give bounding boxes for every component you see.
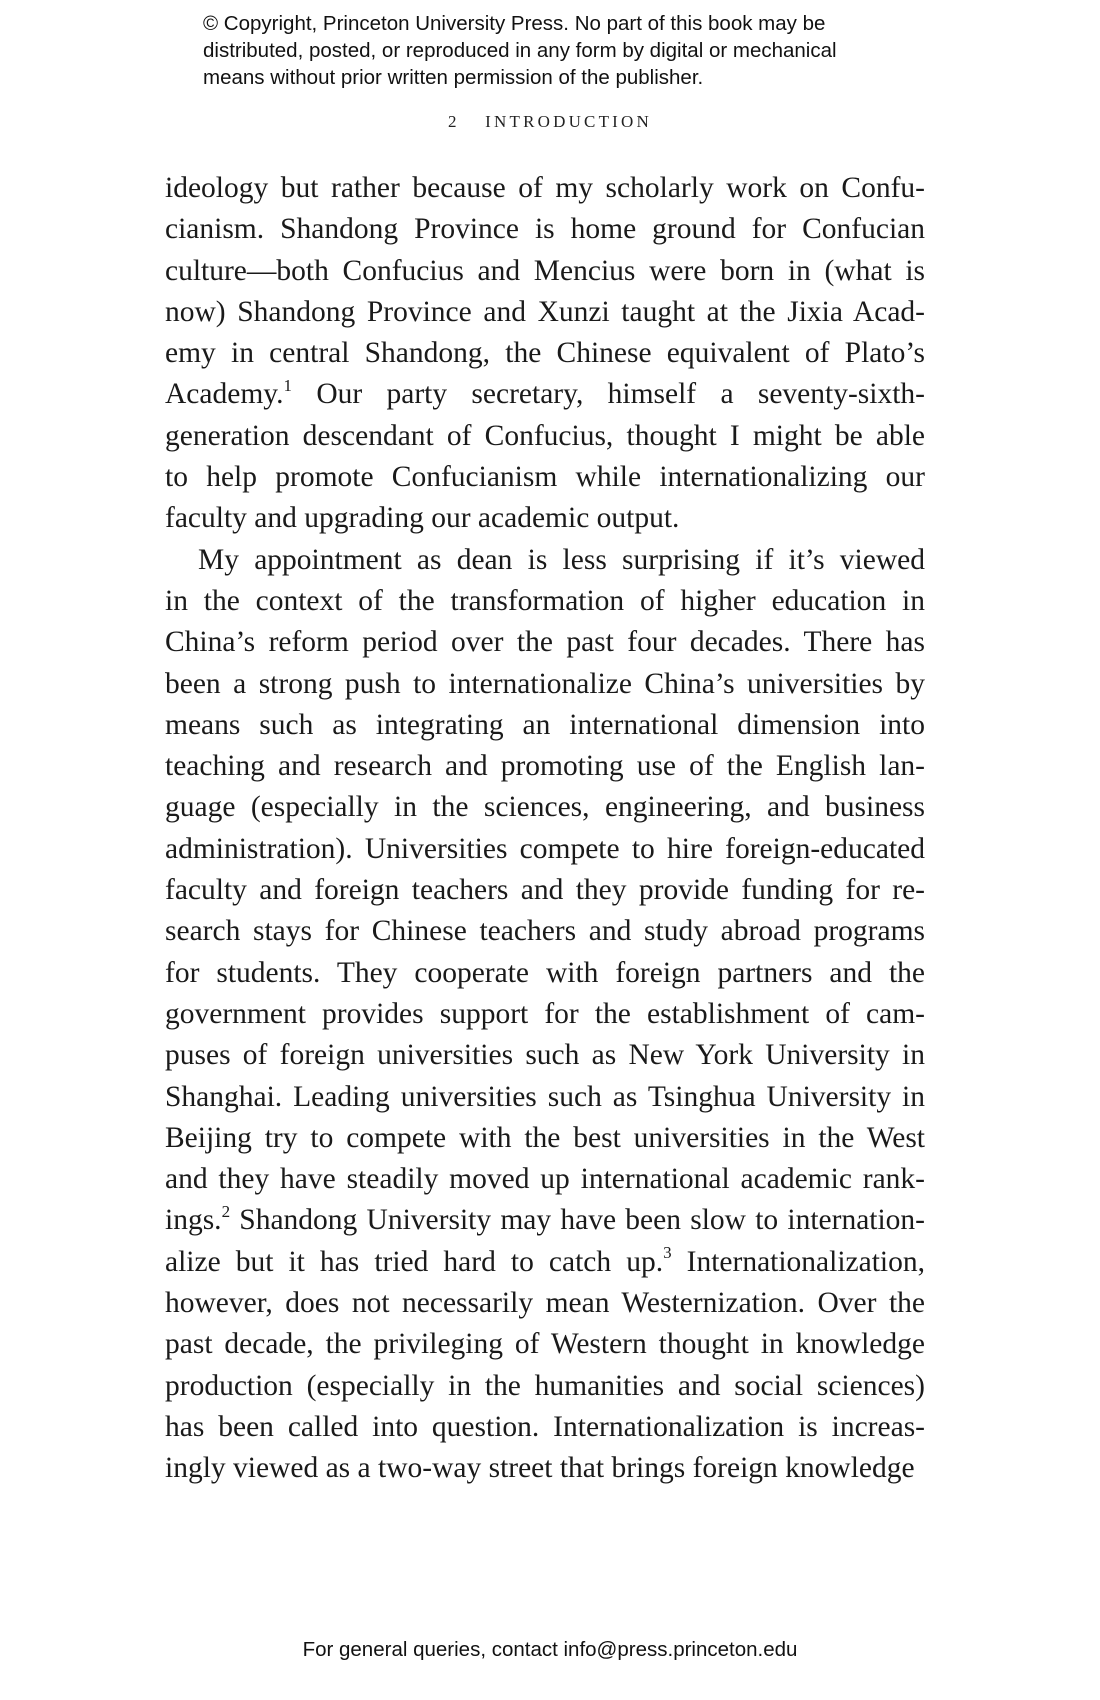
- text-line: to help promote Confucianism while internationalizing our: [165, 461, 925, 494]
- text-line: My appointment as dean is less surprising if it’s viewed: [198, 543, 925, 576]
- text-line: search stays for Chinese teachers and study abroad programs: [165, 915, 925, 948]
- text-line: faculty and upgrading our academic output.: [165, 502, 680, 535]
- text-line: puses of foreign universities such as New York University in: [165, 1039, 925, 1072]
- footnote-marker[interactable]: 3: [663, 1242, 672, 1262]
- copyright-line: distributed, posted, or reproduced in any form by digital or mechanical: [203, 39, 837, 62]
- text-line: been a strong push to internationalize China’s universities by: [165, 667, 925, 700]
- text-line: however, does not necessarily mean Westernization. Over the: [165, 1287, 925, 1320]
- text-line: government provides support for the establishment of cam-: [165, 997, 925, 1030]
- text-line: administration). Universities compete to hire foreign-educated: [165, 832, 925, 865]
- text-line: for students. They cooperate with foreign partners and the: [165, 956, 925, 989]
- text-line: ideology but rather because of my scholarly work on Confu-: [165, 172, 925, 204]
- copyright-line: means without prior written permission of the publisher.: [203, 66, 704, 89]
- copyright-line: © Copyright, Princeton University Press. No part of this book may be: [203, 12, 826, 35]
- text-line: cianism. Shandong Province is home ground for Confucian: [165, 213, 925, 246]
- text-line: now) Shandong Province and Xunzi taught at the Jixia Acad-: [165, 295, 925, 328]
- text-line: generation descendant of Confucius, thought I might be able: [165, 419, 925, 452]
- text-line: faculty and foreign teachers and they provide funding for re-: [165, 874, 925, 907]
- text-line: teaching and research and promoting use of the English lan-: [165, 750, 925, 783]
- copyright-notice: [203, 10, 923, 91]
- body-text: [165, 168, 925, 1490]
- text-line: production (especially in the humanities and social sciences): [165, 1369, 925, 1402]
- paragraph-2: [165, 540, 925, 1490]
- text-line: in the context of the transformation of higher education in: [165, 584, 925, 617]
- text-line: Shanghai. Leading universities such as Tsinghua University in: [165, 1080, 925, 1113]
- footnote-marker[interactable]: 1: [283, 375, 292, 395]
- text-line: alize but it has tried hard to catch up.$^3$ Internationalization,: [165, 1242, 925, 1278]
- text-line: means such as integrating an international dimension into: [165, 708, 925, 741]
- text-line: past decade, the privileging of Western thought in knowledge: [165, 1328, 925, 1361]
- text-line: ings.$^2$ Shandong University may have been slow to internation-: [165, 1201, 925, 1237]
- footnote-marker[interactable]: 2: [221, 1201, 231, 1221]
- text-line: Beijing try to compete with the best universities in the West: [165, 1121, 925, 1154]
- text-line: has been called into question. Internationalization is increas-: [165, 1410, 925, 1443]
- text-line: culture—both Confucius and Mencius were born in (what is: [165, 254, 925, 287]
- page-number: 2: [448, 112, 460, 131]
- footer-contact: For general queries, contact info@press.princeton.edu: [302, 1638, 798, 1661]
- text-line: and they have steadily moved up international academic rank-: [165, 1163, 925, 1196]
- text-line: China’s reform period over the past four decades. There has: [165, 626, 925, 659]
- text-line: Academy.$^1$ Our party secretary, himself a seventy-sixth-: [165, 375, 925, 411]
- text-line: guage (especially in the sciences, engineering, and business: [165, 791, 925, 824]
- text-line: emy in central Shandong, the Chinese equivalent of Plato’s: [165, 337, 925, 370]
- running-head: [0, 112, 1100, 132]
- paragraph-1: [165, 168, 925, 540]
- text-line: ingly viewed as a two-way street that brings foreign knowledge: [165, 1452, 915, 1485]
- section-title: INTRODUCTION: [485, 112, 652, 131]
